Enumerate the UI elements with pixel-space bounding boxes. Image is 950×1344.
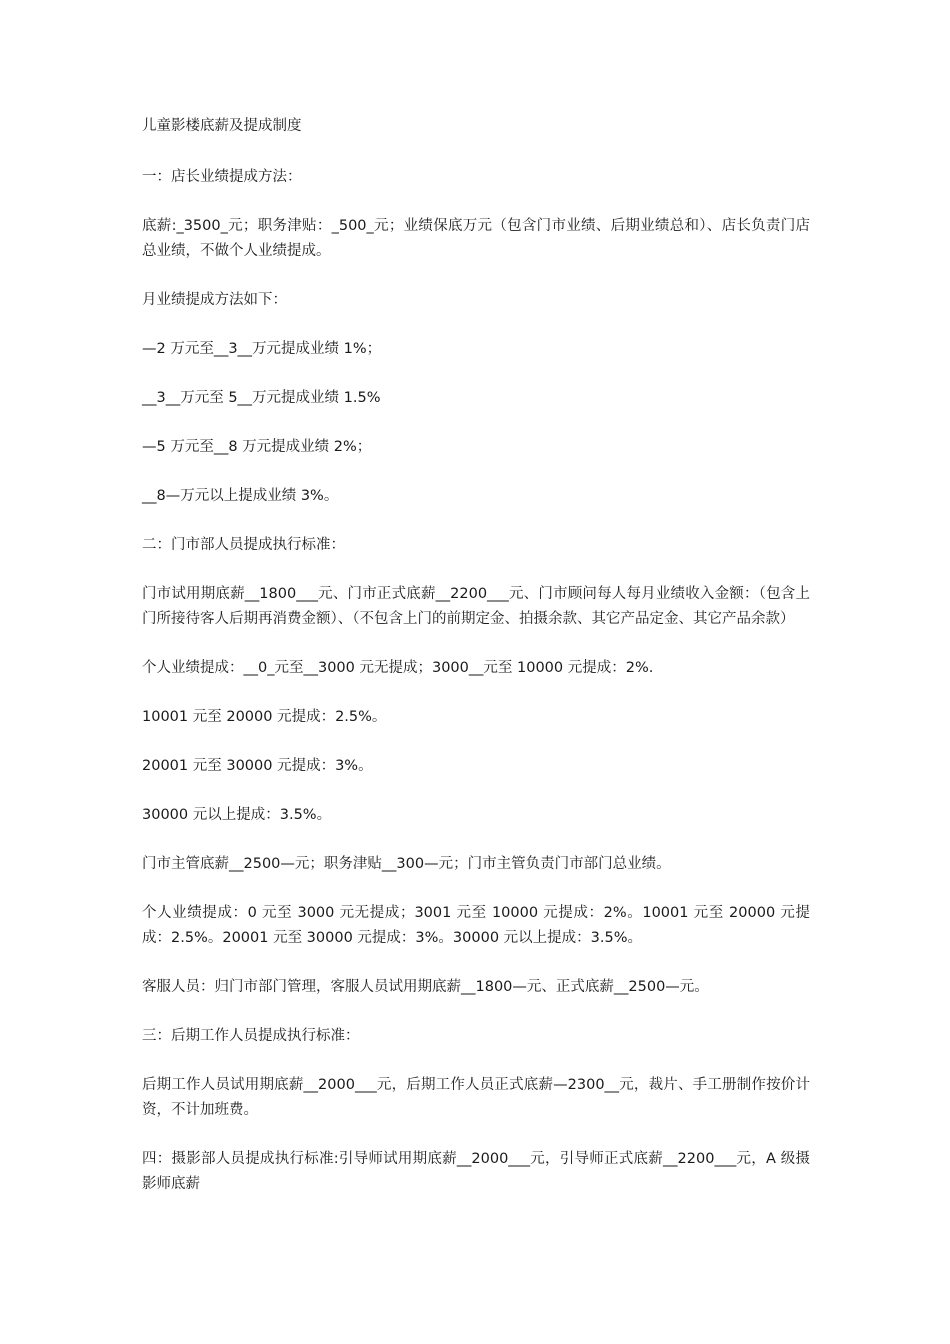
section-heading-4: 四：摄影部人员提成执行标准:引导师试用期底薪__2000___元，引导师正式底薪__2200___元，A 级摄影师底薪: [142, 1151, 810, 1192]
section-heading-2: 二：门市部人员提成执行标准：: [142, 537, 345, 553]
document-body: [142, 114, 810, 1221]
paragraph: 个人业绩提成：__0_元至__3000 元无提成；3000__元至 10000 元提成：2%.: [142, 660, 654, 676]
paragraph: 30000 元以上提成：3.5%。: [142, 807, 332, 823]
paragraph: 20001 元至 30000 元提成：3%。: [142, 758, 373, 774]
paragraph: 10001 元至 20000 元提成：2.5%。: [142, 709, 387, 725]
paragraph: 底薪:_3500_元；职务津贴：_500_元；业绩保底万元（包含门市业绩、后期业绩总和）、店长负责门店总业绩，不做个人业绩提成。: [142, 218, 810, 259]
paragraph: 门市主管底薪__2500—元；职务津贴__300—元；门市主管负责门市部门总业绩。: [142, 856, 671, 872]
paragraph: 客服人员：归门市部门管理，客服人员试用期底薪__1800—元、正式底薪__2500—元。: [142, 979, 709, 995]
section-heading-1: 一：店长业绩提成方法：: [142, 169, 302, 185]
paragraph: __3__万元至 5__万元提成业绩 1.5%: [142, 390, 381, 406]
document-title: 儿童影楼底薪及提成制度: [142, 118, 302, 134]
paragraph: 月业绩提成方法如下：: [142, 292, 287, 308]
paragraph: 后期工作人员试用期底薪__2000___元，后期工作人员正式底薪—2300__元，裁片、手工册制作按价计资，不计加班费。: [142, 1077, 810, 1118]
paragraph: —2 万元至__3__万元提成业绩 1%；: [142, 341, 382, 357]
paragraph: 门市试用期底薪__1800___元、门市正式底薪__2200___元、门市顾问每人每月业绩收入金额：（包含上门所接待客人后期再消费金额）、（不包含上门的前期定金、拍摄余款、其它产品定金、其它产品余款）: [142, 586, 810, 627]
paragraph: __8—万元以上提成业绩 3%。: [142, 488, 339, 504]
section-heading-3: 三：后期工作人员提成执行标准：: [142, 1028, 360, 1044]
paragraph: 个人业绩提成：0 元至 3000 元无提成；3001 元至 10000 元提成：2%。10001 元至 20000 元提成：2.5%。20001 元至 30000 元提成：3%。30000 元以上提成：3.5%。: [142, 905, 810, 946]
paragraph: —5 万元至__8 万元提成业绩 2%；: [142, 439, 372, 455]
